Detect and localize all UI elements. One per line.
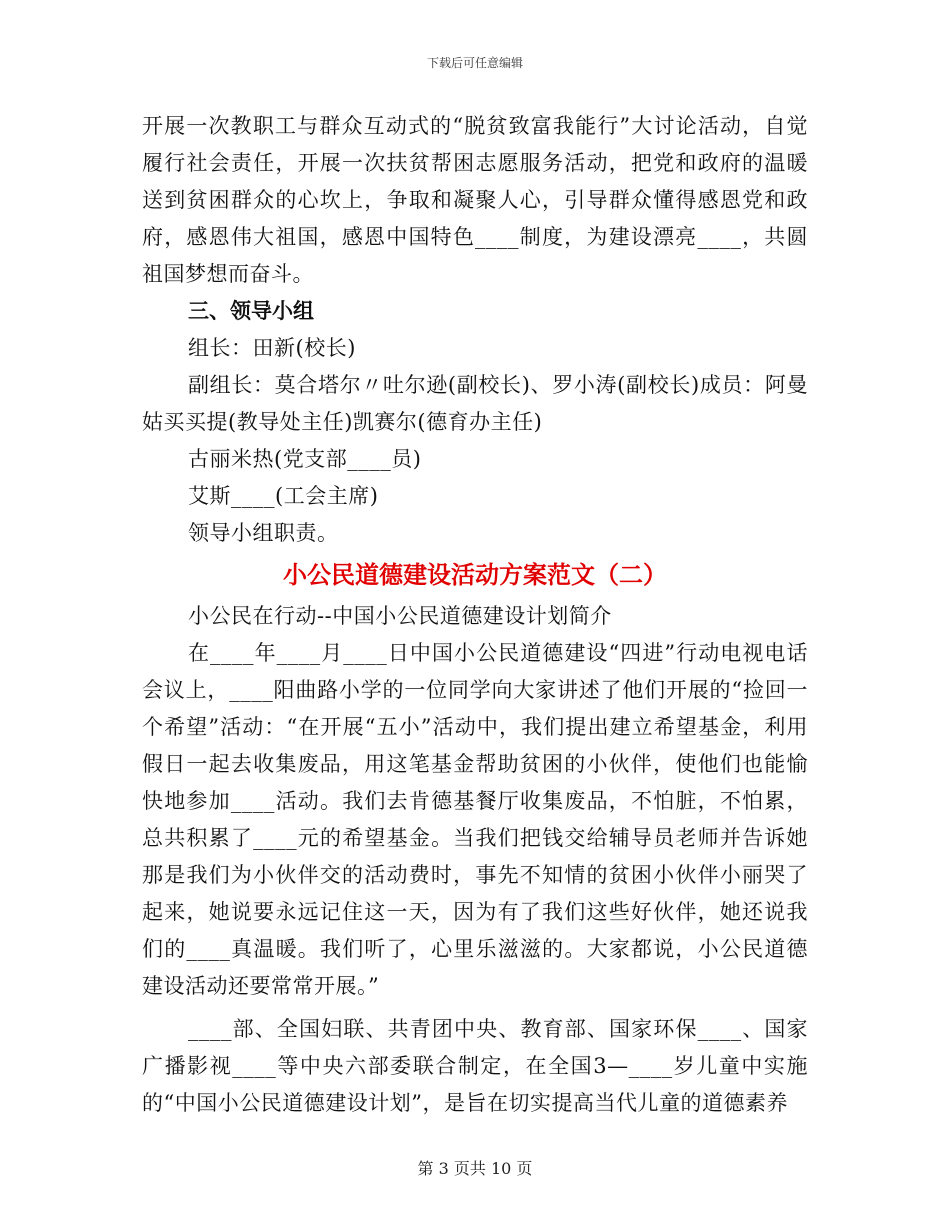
- section-heading-leadership: 三、领导小组: [188, 299, 314, 323]
- paragraph-activities: 开展一次教职工与群众互动式的“脱贫致富我能行”大讨论活动，自觉履行社会责任，开展一次扶贫帮困志愿服务活动，把党和政府的温暖送到贫困群众的心坎上，争取和凝聚人心，引导群众懂得感恩党和政府，感恩伟大祖国，感恩中国特色____制度，为建设漂亮____，共圆祖国梦想而奋斗。: [142, 114, 808, 286]
- duties-line: 领导小组职责。: [188, 521, 339, 545]
- article-subtitle: 小公民在行动--中国小公民道德建设计划简介: [188, 604, 612, 628]
- member-line-1: 古丽米热(党支部____员): [188, 447, 422, 471]
- leader-line: 组长：田新(校长): [188, 336, 356, 360]
- page-header: 下载后可任意编辑: [426, 56, 523, 70]
- member-line-2: 艾斯____(工会主席): [188, 484, 379, 508]
- article-paragraph-1: 在____年____月____日中国小公民道德建设“四进”行动电视电话会议上，____阳曲路小学的一位同学向大家讲述了他们开展的“捡回一个希望”活动：“在开展“五小”活动中，我们提出建立希望基金，利用假日一起去收集废品，用这笔基金帮助贫困的小伙伴，使他们也能愉快地参加____活动。我们去肯德基餐厅收集废品，不怕脏，不怕累，总共积累了____元的希望基金。当我们把钱交给辅导员老师并告诉她那是我们为小伙伴交的活动费时，事先不知情的贫困小伙伴小丽哭了起来，她说要永远记住这一天，因为有了我们这些好伙伴，她还说我们的____真温暖。我们听了，心里乐滋滋的。大家都说，小公民道德建设活动还要常常开展。”: [142, 641, 808, 998]
- document-body: [142, 108, 808, 1122]
- article-title: 小公民道德建设活动方案范文（二）: [283, 561, 667, 589]
- deputies-line: 副组长：莫合塔尔〃吐尔逊(副校长)、罗小涛(副校长)成员：阿曼姑买买提(教导处主任)凯赛尔(德育办主任): [142, 373, 808, 434]
- page-footer: 第 3 页共 10 页: [417, 1159, 533, 1178]
- article-paragraph-2: ____部、全国妇联、共青团中央、教育部、国家环保____、国家广播影视____等中央六部委联合制定，在全国3—____岁儿童中实施的“中国小公民道德建设计划”，是旨在切实提高当代儿童的道德素养: [142, 1017, 808, 1115]
